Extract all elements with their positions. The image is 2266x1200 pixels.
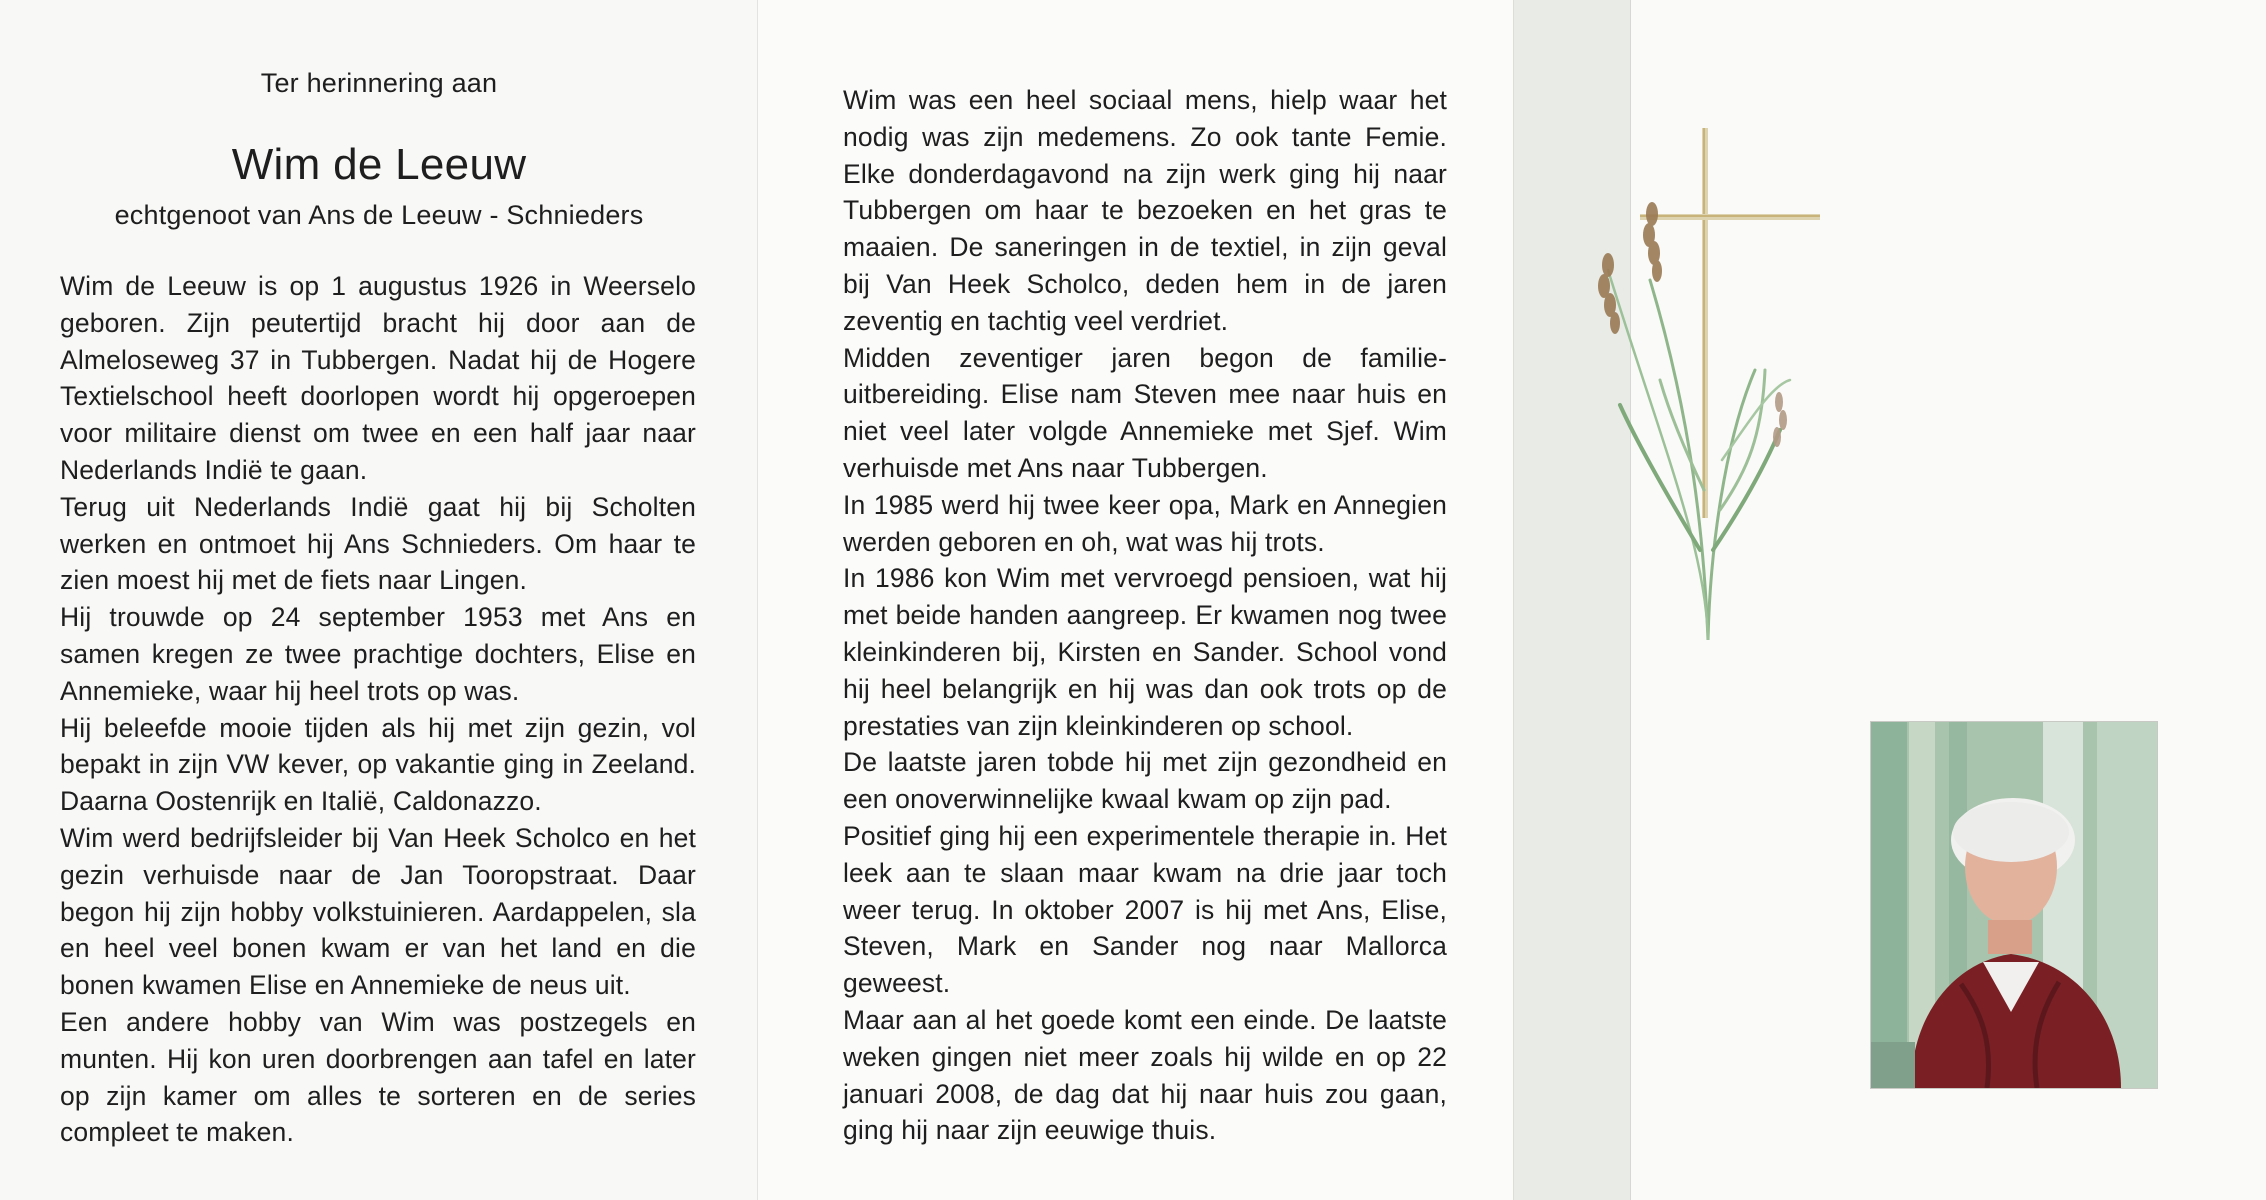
- paragraph: De laatste jaren tobde hij met zijn gezondheid en een onoverwinnelijke kwaal kwam op zijn pad.: [843, 747, 1447, 815]
- paragraph: Positief ging hij een experimentele therapie in. Het leek aan te slaan maar kwam na drie jaar toch weer terug. In oktober 2007 is hij met Ans, Elise, Steven, Mark en Sander nog naar Mallorca geweest.: [843, 820, 1447, 999]
- middle-biography: [843, 82, 1447, 1149]
- portrait-image: [1871, 722, 2157, 1088]
- spouse-line: echtgenoot van Ans de Leeuw - Schnieders: [114, 200, 644, 230]
- middle-page: [758, 0, 1513, 1200]
- wheat-stems-icon: [1608, 270, 1790, 640]
- paragraph: Wim de Leeuw is op 1 augustus 1926 in Weerselo geboren. Zijn peutertijd bracht hij door aan de Almeloseweg 37 in Tubbergen. Nadat hij de Hogere Textielschool heeft doorlopen wordt hij opgeroepen voor militaire dienst om twee en een half jaar naar Nederlands Indië te gaan.: [60, 271, 696, 485]
- cross-with-wheat-icon: [1580, 120, 1830, 640]
- paragraph: Terug uit Nederlands Indië gaat hij bij Scholten werken en ontmoet hij Ans Schnieders. Om haar te zien moest hij met de fiets naar Lingen.: [60, 491, 696, 596]
- paragraph: Wim werd bedrijfsleider bij Van Heek Scholco en het gezin verhuisde naar de Jan Tooropstraat. Daar begon hij zijn hobby volkstuinieren. Aardappelen, sla en heel veel bonen kwam er van het land en die bonen kwamen Elise en Annemieke de neus uit.: [60, 822, 696, 1001]
- paragraph: Maar aan al het goede komt een einde. De laatste weken gingen niet meer zoals hij wilde en op 22 januari 2008, de dag dat hij naar huis zou gaan, ging hij naar zijn eeuwige thuis.: [843, 1004, 1447, 1146]
- intro-text: Ter herinnering aan: [260, 68, 498, 98]
- deceased-name: Wim de Leeuw: [231, 140, 527, 189]
- paragraph: Hij trouwde op 24 september 1953 met Ans en samen kregen ze twee prachtige dochters, Elise en Annemieke, waar hij heel trots op was.: [60, 602, 696, 706]
- left-page: [0, 0, 758, 1200]
- paragraph: In 1985 werd hij twee keer opa, Mark en Annegien werden geboren en oh, wat was hij trots.: [843, 489, 1447, 557]
- paragraph: Wim was een heel sociaal mens, hielp waar het nodig was zijn medemens. Zo ook tante Femie. Elke donderdagavond na zijn werk ging hij naar Tubbergen om haar te bezoeken en het gras te maaien. De saneringen in de textiel, in zijn geval bij Van Heek Scholco, deden hem in de jaren zeventig en tachtig veel verdriet.: [843, 85, 1447, 336]
- paragraph: In 1986 kon Wim met vervroegd pensioen, wat hij met beide handen aangreep. Er kwamen nog twee kleinkinderen bij, Kirsten en Sander. School vond hij heel belangrijk en hij was dan ook trots op de prestaties van zijn kleinkinderen op school.: [843, 563, 1447, 741]
- paragraph: Midden zeventiger jaren begon de familie-uitbereiding. Elise nam Steven mee naar huis en niet veel later volgde Annemieke met Sjef. Wim verhuisde met Ans naar Tubbergen.: [843, 342, 1447, 483]
- cross-icon: [1640, 128, 1820, 518]
- paragraph: Een andere hobby van Wim was postzegels en munten. Hij kon uren doorbrengen aan tafel en later op zijn kamer om alles te sorteren en de series compleet te maken.: [60, 1006, 696, 1148]
- paragraph: Hij beleefde mooie tijden als hij met zijn gezin, vol bepakt in zijn VW kever, op vakantie ging in Zeeland. Daarna Oostenrijk en Italië, Caldonazzo.: [60, 712, 696, 817]
- left-biography: [60, 268, 696, 1151]
- portrait-photo: [1871, 722, 2157, 1088]
